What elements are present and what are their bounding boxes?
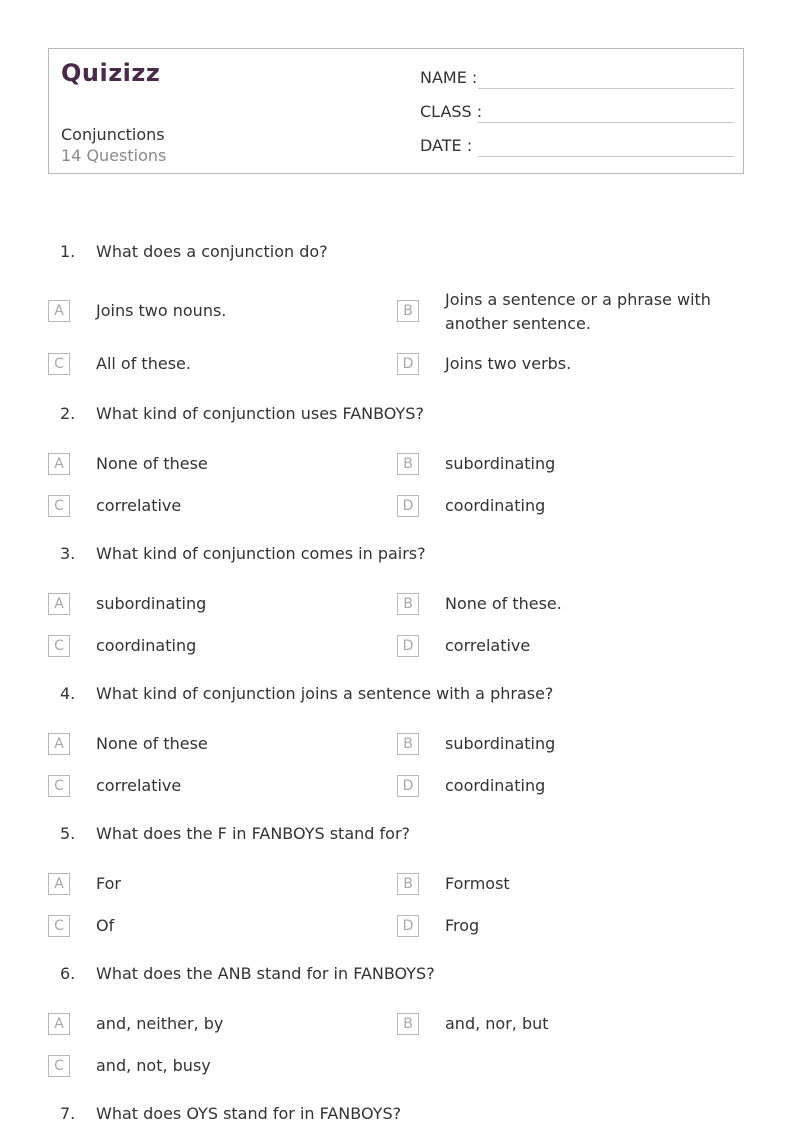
option-text: Joins two verbs.	[445, 354, 572, 373]
option-text: coordinating	[96, 636, 197, 655]
option-letter-box[interactable]: C	[48, 635, 70, 657]
option-text: subordinating	[96, 594, 207, 613]
option-text: Frog	[445, 916, 480, 935]
question-text: What kind of conjunction comes in pairs?	[96, 544, 426, 563]
option-letter-box[interactable]: C	[48, 495, 70, 517]
option-text: For	[96, 874, 121, 893]
question-count: 14 Questions	[61, 146, 167, 165]
class-line[interactable]	[478, 122, 734, 123]
option-letter-box[interactable]: D	[397, 915, 419, 937]
option-text: All of these.	[96, 354, 191, 373]
option-letter-box[interactable]: D	[397, 635, 419, 657]
question-text: What kind of conjunction uses FANBOYS?	[96, 404, 424, 423]
question-number: 3.	[60, 544, 76, 563]
option-letter-box[interactable]: D	[397, 353, 419, 375]
option-letter-box[interactable]: B	[397, 593, 419, 615]
option-text: coordinating	[445, 496, 546, 515]
option-letter-box[interactable]: D	[397, 495, 419, 517]
option-text: Formost	[445, 874, 510, 893]
option-text: subordinating	[445, 454, 556, 473]
option-letter-box[interactable]: A	[48, 733, 70, 755]
name-field[interactable]	[420, 68, 734, 92]
option-letter-box[interactable]: B	[397, 453, 419, 475]
option-letter-box[interactable]: C	[48, 775, 70, 797]
worksheet-title: Conjunctions	[61, 125, 165, 144]
option-text: correlative	[96, 776, 182, 795]
worksheet-header	[48, 48, 744, 174]
quizizz-logo: Quizizz	[61, 59, 161, 87]
question-number: 4.	[60, 684, 76, 703]
question-number: 2.	[60, 404, 76, 423]
option-text: and, nor, but	[445, 1014, 549, 1033]
name-line[interactable]	[478, 88, 734, 89]
option-text: None of these	[96, 734, 208, 753]
option-letter-box[interactable]: B	[397, 1013, 419, 1035]
class-label: CLASS :	[420, 102, 483, 121]
option-text: coordinating	[445, 776, 546, 795]
option-letter-box[interactable]: A	[48, 300, 70, 322]
question-number: 5.	[60, 824, 76, 843]
question-number: 1.	[60, 242, 76, 261]
question-number: 6.	[60, 964, 76, 983]
question-text: What does a conjunction do?	[96, 242, 328, 261]
option-letter-box[interactable]: A	[48, 453, 70, 475]
option-letter-box[interactable]: C	[48, 915, 70, 937]
question-text: What does the F in FANBOYS stand for?	[96, 824, 411, 843]
option-letter-box[interactable]: A	[48, 593, 70, 615]
option-letter-box[interactable]: A	[48, 1013, 70, 1035]
date-line[interactable]	[478, 156, 734, 157]
option-text: correlative	[96, 496, 182, 515]
option-letter-box[interactable]: B	[397, 733, 419, 755]
option-letter-box[interactable]: D	[397, 775, 419, 797]
question-text: What kind of conjunction joins a sentence with a phrase?	[96, 684, 554, 703]
option-text: correlative	[445, 636, 531, 655]
option-letter-box[interactable]: B	[397, 873, 419, 895]
option-letter-box[interactable]: A	[48, 873, 70, 895]
option-letter-box[interactable]: C	[48, 1055, 70, 1077]
option-text: None of these	[96, 454, 208, 473]
option-text: subordinating	[445, 734, 556, 753]
question-text: What does OYS stand for in FANBOYS?	[96, 1104, 402, 1123]
date-field[interactable]	[420, 136, 734, 160]
option-text: and, not, busy	[96, 1056, 211, 1075]
date-label: DATE :	[420, 136, 473, 155]
option-text: Joins two nouns.	[96, 301, 227, 320]
name-label: NAME :	[420, 68, 478, 87]
option-text: Joins a sentence or a phrase with another sentence.	[445, 290, 711, 333]
option-text: Of	[96, 916, 115, 935]
question-text: What does the ANB stand for in FANBOYS?	[96, 964, 435, 983]
option-text: and, neither, by	[96, 1014, 224, 1033]
option-letter-box[interactable]: B	[397, 300, 419, 322]
option-letter-box[interactable]: C	[48, 353, 70, 375]
option-text: None of these.	[445, 594, 562, 613]
question-number: 7.	[60, 1104, 76, 1123]
class-field[interactable]	[420, 102, 734, 126]
